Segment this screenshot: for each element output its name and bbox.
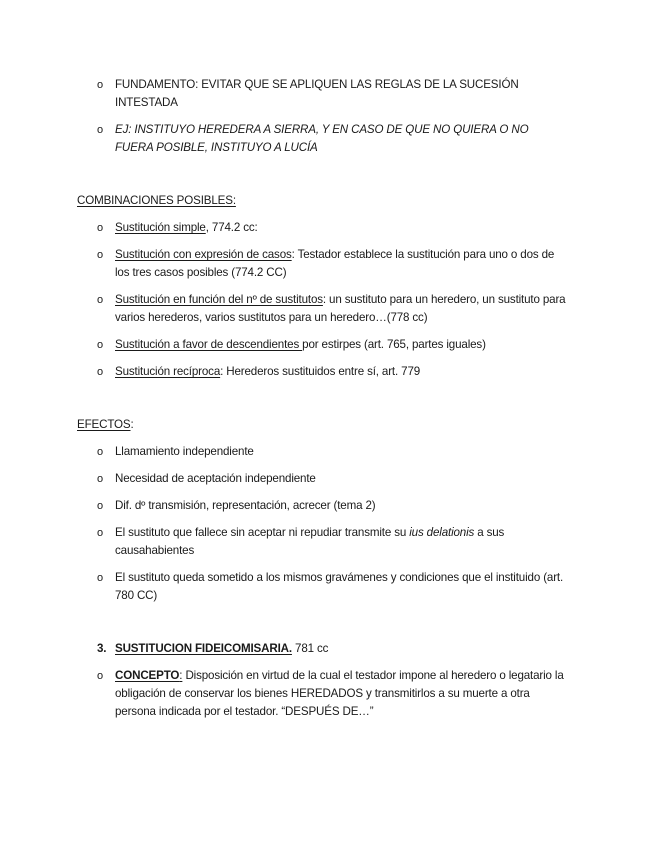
- combinacion-term: Sustitución con expresión de casos: [115, 248, 292, 261]
- section-number: 3.: [97, 642, 107, 655]
- list-item-combinacion: [97, 219, 567, 237]
- efecto-text: El sustituto queda sometido a los mismos gravámenes y condiciones que el instituido (art. 780 CC): [115, 571, 564, 602]
- combinacion-rest: : Testador establece la sustitución para uno o dos de los tres casos posibles (774.2 CC): [115, 248, 555, 279]
- combinaciones-heading-text: COMBINACIONES POSIBLES:: [77, 194, 236, 207]
- combinacion-term: Sustitución simple: [115, 221, 206, 234]
- combinacion-rest: : un sustituto para un heredero, un sustituto para varios herederos, varios sustitutos para un heredero…(778 cc): [115, 293, 566, 324]
- efecto-text-after: a sus causahabientes: [115, 526, 505, 557]
- combinacion-text: [115, 363, 567, 381]
- bullet-marker: o: [97, 500, 103, 512]
- bullet-marker: o: [97, 124, 103, 136]
- list-item-fundamento: [97, 76, 567, 112]
- combinacion-text: [115, 246, 567, 282]
- list-item-combinacion: [97, 291, 567, 327]
- efecto-text: Dif. dº transmisión, representación, acrecer (tema 2): [115, 499, 376, 512]
- combinacion-rest: por estirpes (art. 765, partes iguales): [302, 338, 486, 351]
- efecto-text: [115, 524, 567, 560]
- section-3-title: SUSTITUCION FIDEICOMISARIA.: [115, 642, 292, 655]
- bullet-marker: o: [97, 527, 103, 539]
- list-item-efecto: [97, 443, 567, 461]
- efectos-heading-colon: :: [130, 418, 134, 431]
- bullet-marker: o: [97, 294, 103, 306]
- section-3-heading: [97, 640, 567, 658]
- list-item-combinacion: [97, 363, 567, 381]
- efecto-text: Necesidad de aceptación independiente: [115, 472, 316, 485]
- bullet-marker: o: [97, 572, 103, 584]
- section-3-rest: 781 cc: [291, 642, 329, 655]
- bullet-marker: o: [97, 222, 103, 234]
- list-item-efecto: [97, 569, 567, 605]
- bullet-marker: o: [97, 670, 103, 682]
- efecto-text: Llamamiento independiente: [115, 445, 254, 458]
- list-item-combinacion: [97, 336, 567, 354]
- bullet-marker: o: [97, 366, 103, 378]
- section-3-title-line: [115, 640, 567, 658]
- list-item-concepto: [97, 667, 567, 721]
- bullet-marker: o: [97, 473, 103, 485]
- combinacion-term: Sustitución recíproca: [115, 365, 221, 378]
- combinacion-rest: : Herederos sustituidos entre sí, art. 779: [220, 365, 421, 378]
- efectos-heading: [77, 416, 134, 434]
- combinacion-term: Sustitución en función del nº de sustitutos: [115, 293, 323, 306]
- list-item-ejemplo: [97, 121, 567, 157]
- bullet-marker: o: [97, 79, 103, 91]
- bullet-marker: o: [97, 339, 103, 351]
- combinacion-text: [115, 219, 567, 237]
- concepto-colon: :: [179, 669, 183, 682]
- combinaciones-heading: [77, 192, 236, 210]
- ejemplo-text: EJ: INSTITUYO HEREDERA A SIERRA, Y EN CASO DE QUE NO QUIERA O NO FUERA POSIBLE, INSTITUYO A LUCÍA: [115, 123, 529, 154]
- concepto-label: CONCEPTO: [115, 669, 180, 682]
- list-item-efecto: [97, 470, 567, 488]
- combinacion-rest: , 774.2 cc:: [205, 221, 258, 234]
- efecto-text-before: El sustituto que fallece sin aceptar ni repudiar transmite su: [115, 526, 410, 539]
- bullet-marker: o: [97, 249, 103, 261]
- fundamento-text: FUNDAMENTO: EVITAR QUE SE APLIQUEN LAS REGLAS DE LA SUCESIÓN INTESTADA: [115, 78, 519, 109]
- combinacion-text: [115, 291, 567, 327]
- ius-delationis-term: ius delationis: [409, 526, 475, 539]
- combinacion-term: Sustitución a favor de descendientes: [115, 338, 303, 351]
- list-item-efecto: [97, 524, 567, 560]
- concepto-text: [115, 667, 567, 721]
- bullet-marker: o: [97, 446, 103, 458]
- efectos-heading-text: EFECTOS: [77, 418, 131, 431]
- combinacion-text: [115, 336, 567, 354]
- concepto-body: Disposición en virtud de la cual el testador impone al heredero o legatario la obligación de conservar los bienes HEREDADOS y transmitirlos a su muerte a otra persona indicada por el testador. “DESPUÉS DE…”: [115, 669, 564, 718]
- list-item-combinacion: [97, 246, 567, 282]
- list-item-efecto: [97, 497, 567, 515]
